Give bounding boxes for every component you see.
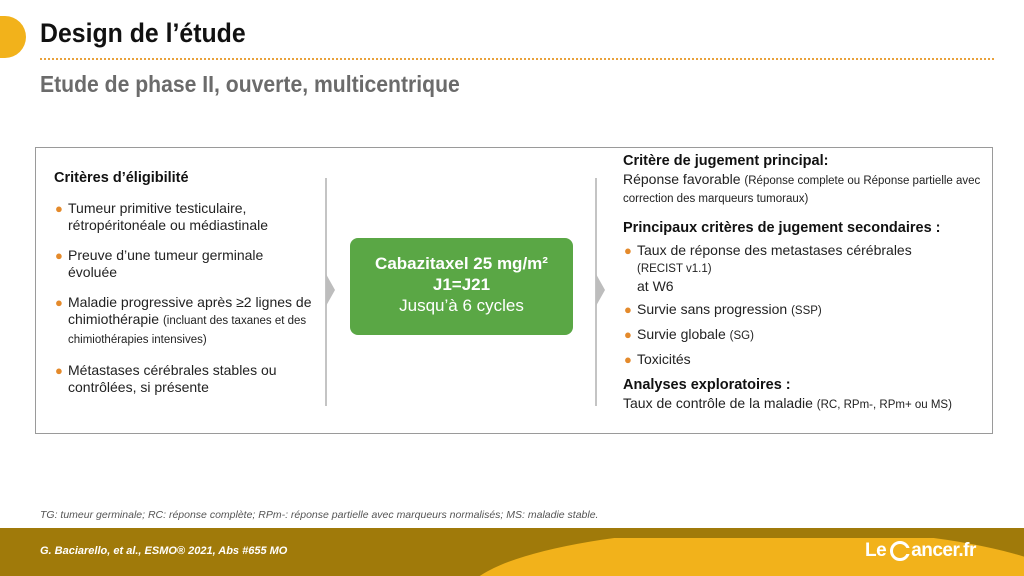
arrow-right-icon (596, 274, 605, 306)
bullet-dot-icon: ● (624, 243, 632, 258)
citation: G. Baciarello, et al., ESMO® 2021, Abs #655 MO (40, 545, 288, 557)
slide-title: Design de l’étude (40, 18, 246, 48)
bullet-dot-icon: ● (55, 363, 63, 378)
primary-endpoint-text: Réponse favorable (Réponse complete ou Réponse partielle avec correction des marqueurs tumoraux) (623, 171, 981, 205)
treatment-drug: Cabazitaxel 25 mg/m² (375, 254, 548, 273)
corner-accent (0, 16, 26, 58)
treatment-box (350, 238, 573, 335)
primary-endpoint-heading: Critère de jugement principal: (623, 153, 829, 169)
bullet-dot-icon: ● (55, 248, 63, 263)
list-item: ● Maladie progressive après ≥2 lignes de chimiothérapie (incluant des taxanes et des chimiothérapies intensives) (55, 294, 312, 346)
bullet-dot-icon: ● (624, 352, 632, 367)
arrow-right-icon (326, 274, 335, 306)
bullet-dot-icon: ● (55, 201, 63, 216)
bullet-dot-icon: ● (624, 327, 632, 342)
secondary-endpoints-heading: Principaux critères de jugement secondaires : (623, 220, 941, 236)
exploratory-text: Taux de contrôle de la maladie (RC, RPm-, RPm+ ou MS) (623, 395, 952, 411)
list-item: ● Tumeur primitive testiculaire, rétropéritonéale ou médiastinale (55, 200, 269, 233)
list-item: ● Preuve d’une tumeur germinale évoluée (55, 247, 264, 280)
list-item: ● Survie sans progression (SSP) (624, 301, 822, 317)
eligibility-heading: Critères d’éligibilité (54, 170, 189, 186)
list-item: ● Toxicités (624, 351, 691, 367)
logo-c-icon (890, 541, 910, 561)
treatment-cycles: Jusqu’à 6 cycles (399, 296, 524, 315)
slide-subtitle: Etude de phase II, ouverte, multicentrique (40, 71, 460, 97)
treatment-schedule: J1=J21 (432, 275, 491, 294)
list-item: ● Survie globale (SG) (624, 326, 754, 342)
title-divider (40, 58, 994, 60)
endpoints-column (623, 153, 983, 413)
list-item: ● Métastases cérébrales stables ou contrôlées, si présente (55, 362, 277, 395)
eligibility-list (54, 200, 316, 396)
eligibility-column (54, 170, 316, 409)
lecancer-logo: Le ancer.fr (865, 540, 976, 561)
exploratory-heading: Analyses exploratoires : (623, 377, 791, 393)
bullet-dot-icon: ● (55, 295, 63, 310)
abbreviations-footnote: TG: tumeur germinale; RC: réponse complète; RPm-: réponse partielle avec marqueurs normalisés; MS: maladie stable. (40, 509, 599, 521)
bullet-dot-icon: ● (624, 302, 632, 317)
list-item: ● Taux de réponse des metastases cérébrales (RECIST v1.1) at W6 (624, 242, 912, 294)
secondary-endpoints-list (623, 242, 983, 368)
